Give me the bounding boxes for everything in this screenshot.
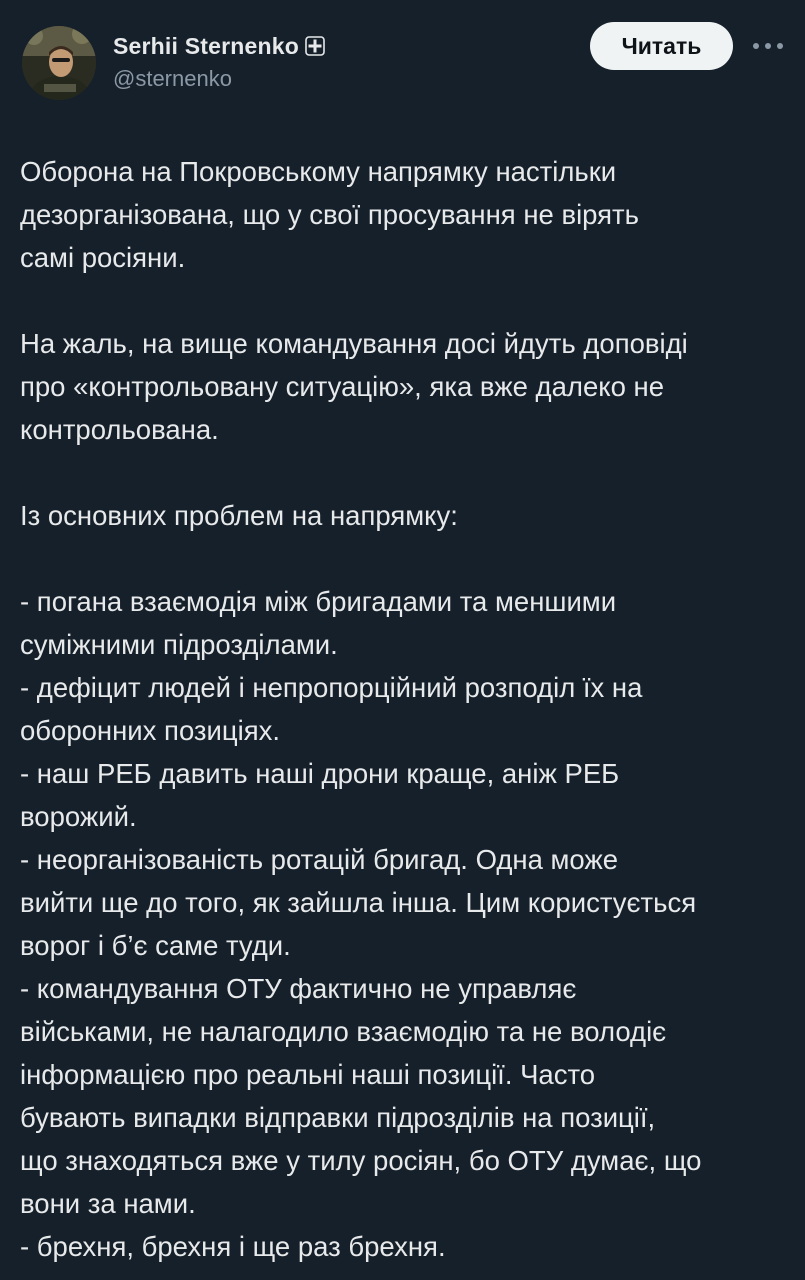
tweet-line: ворог і б’є саме туди. xyxy=(20,930,291,961)
tweet-line: військами, не налагодило взаємодію та не володіє xyxy=(20,1016,667,1047)
tweet-line: контрольована. xyxy=(20,414,219,445)
display-name-row xyxy=(113,30,325,62)
tweet-line: вийти ще до того, як зайшла інша. Цим користується xyxy=(20,887,697,918)
tweet-line: - командування ОТУ фактично не управляє xyxy=(20,973,577,1004)
bottom-edge xyxy=(0,1272,805,1280)
display-name[interactable]: Serhii Sternenko xyxy=(113,32,299,59)
tweet-line: - наш РЕБ давить наші дрони краще, аніж РЕБ xyxy=(20,758,620,789)
tweet-line: - погана взаємодія між бригадами та меншими xyxy=(20,586,617,617)
tweet-header xyxy=(0,0,805,110)
tweet-line: суміжними підрозділами. xyxy=(20,629,338,660)
avatar[interactable] xyxy=(22,26,96,100)
tweet-line: Із основних проблем на напрямку: xyxy=(20,500,458,531)
follow-button[interactable]: Читать xyxy=(590,22,733,70)
affiliate-plus-icon xyxy=(305,36,325,56)
tweet-line: про «контрольовану ситуацію», яка вже далеко не xyxy=(20,371,664,402)
tweet-line: - брехня, брехня і ще раз брехня. xyxy=(20,1231,446,1262)
tweet-line: самі росіяни. xyxy=(20,242,186,273)
tweet-text xyxy=(20,150,795,1268)
tweet-line: На жаль, на вище командування досі йдуть доповіді xyxy=(20,328,688,359)
tweet-line: ворожий. xyxy=(20,801,137,832)
avatar-photo-icon xyxy=(22,26,96,100)
tweet-line: вони за нами. xyxy=(20,1188,196,1219)
tweet-line: бувають випадки відправки підрозділів на позиції, xyxy=(20,1102,656,1133)
handle[interactable]: @sternenko xyxy=(113,66,232,91)
author-block[interactable] xyxy=(113,30,325,92)
tweet-line: що знаходяться вже у тилу росіян, бо ОТУ думає, що xyxy=(20,1145,702,1176)
tweet-line: інформацією про реальні наші позиції. Часто xyxy=(20,1059,596,1090)
tweet-line: дезорганізована, що у свої просування не вірять xyxy=(20,199,639,230)
tweet-line: Оборона на Покровському напрямку настільки xyxy=(20,156,617,187)
paragraph-spacer xyxy=(20,537,795,580)
more-options-icon[interactable] xyxy=(748,30,788,62)
paragraph-spacer xyxy=(20,279,795,322)
tweet-line: оборонних позиціях. xyxy=(20,715,281,746)
paragraph-spacer xyxy=(20,451,795,494)
tweet-line: - дефіцит людей і непропорційний розподіл їх на xyxy=(20,672,643,703)
tweet-line: - неорганізованість ротацій бригад. Одна може xyxy=(20,844,619,875)
